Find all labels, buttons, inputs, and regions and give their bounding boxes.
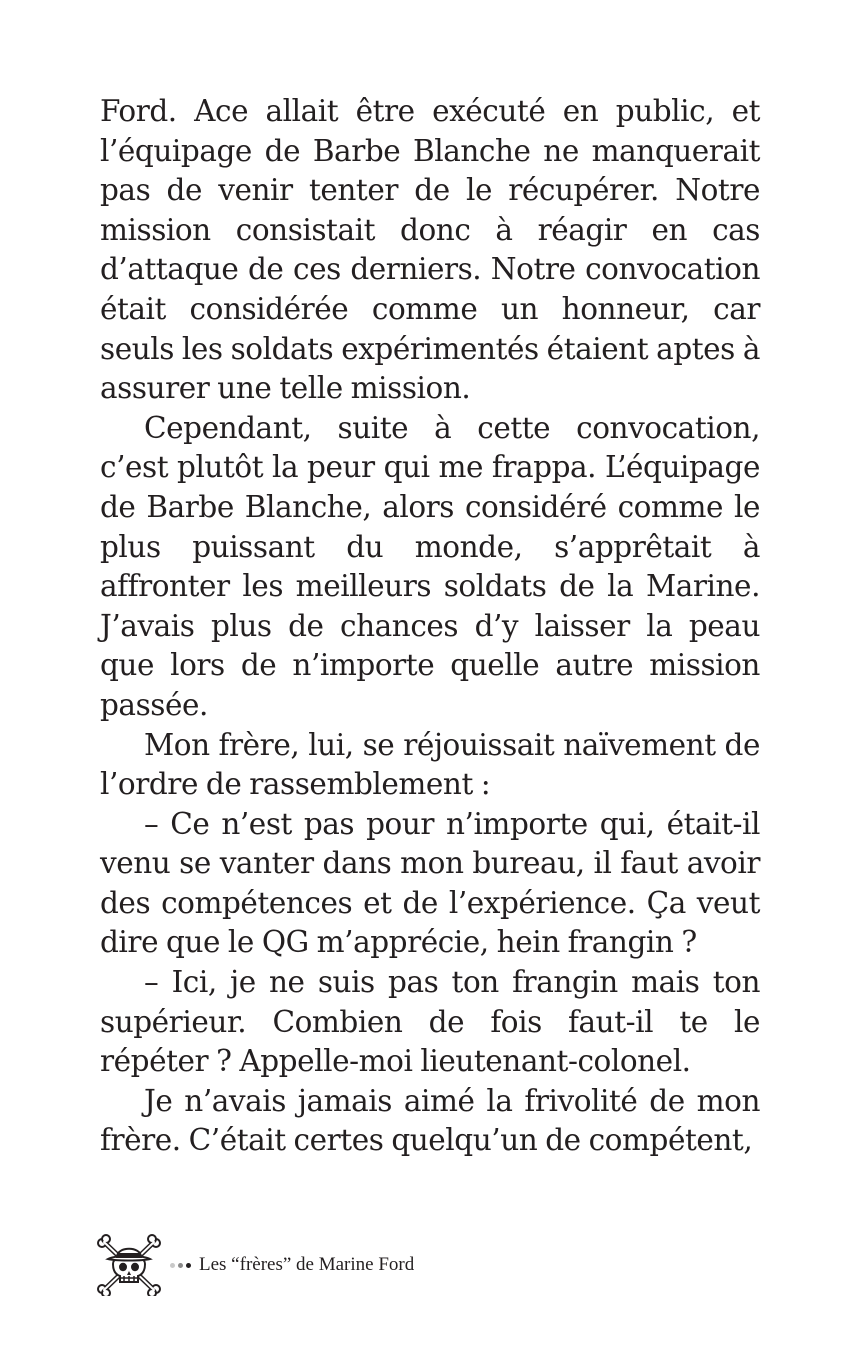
paragraph-2: Cependant, suite à cette convocation, c’est plutôt la peur qui me frappa. L’équipage de Barbe Blanche, alors considéré comme le plus puissant du monde, s’apprêtait à affronter les meilleurs soldats de la Marine. J’avais plus de chances d’y laisser la peau que lors de n’importe quelle autre mission passée. [100, 410, 760, 722]
paragraph-1: Ford. Ace allait être exécuté en public, et l’équipage de Barbe Blanche ne manquerait pas de venir tenter de le récupérer. Notre mission consistait donc à réagir en cas d’attaque de ces derniers. Notre convocation était considérée comme un honneur, car seuls les soldats expérimentés étaient aptes à assurer une telle mission. [100, 94, 760, 406]
page-footer [96, 1232, 414, 1298]
running-title: Les “frères” de Marine Ford [199, 1254, 415, 1275]
paragraph-5: – Ici, je ne suis pas ton frangin mais ton supérieur. Combien de fois faut-il te le répéter ? Appelle-moi lieutenant-colonel. [100, 965, 760, 1079]
body-text [100, 92, 760, 1161]
paragraph-6: Je n’avais jamais aimé la frivolité de mon frère. C’était certes quelqu’un de compétent, [100, 1083, 760, 1158]
jolly-roger-icon [96, 1234, 162, 1296]
footer-dots [170, 1263, 191, 1268]
dot-light [170, 1263, 175, 1268]
paragraph-3: Mon frère, lui, se réjouissait naïvement de l’ordre de rassemblement : [100, 727, 760, 802]
paragraph-4: – Ce n’est pas pour n’importe qui, était-il venu se vanter dans mon bureau, il faut avoir des compétences et de l’expérience. Ça veut dire que le QG m’apprécie, hein frangin ? [100, 806, 760, 960]
dot-dark [186, 1263, 191, 1268]
dot-mid [178, 1263, 183, 1268]
